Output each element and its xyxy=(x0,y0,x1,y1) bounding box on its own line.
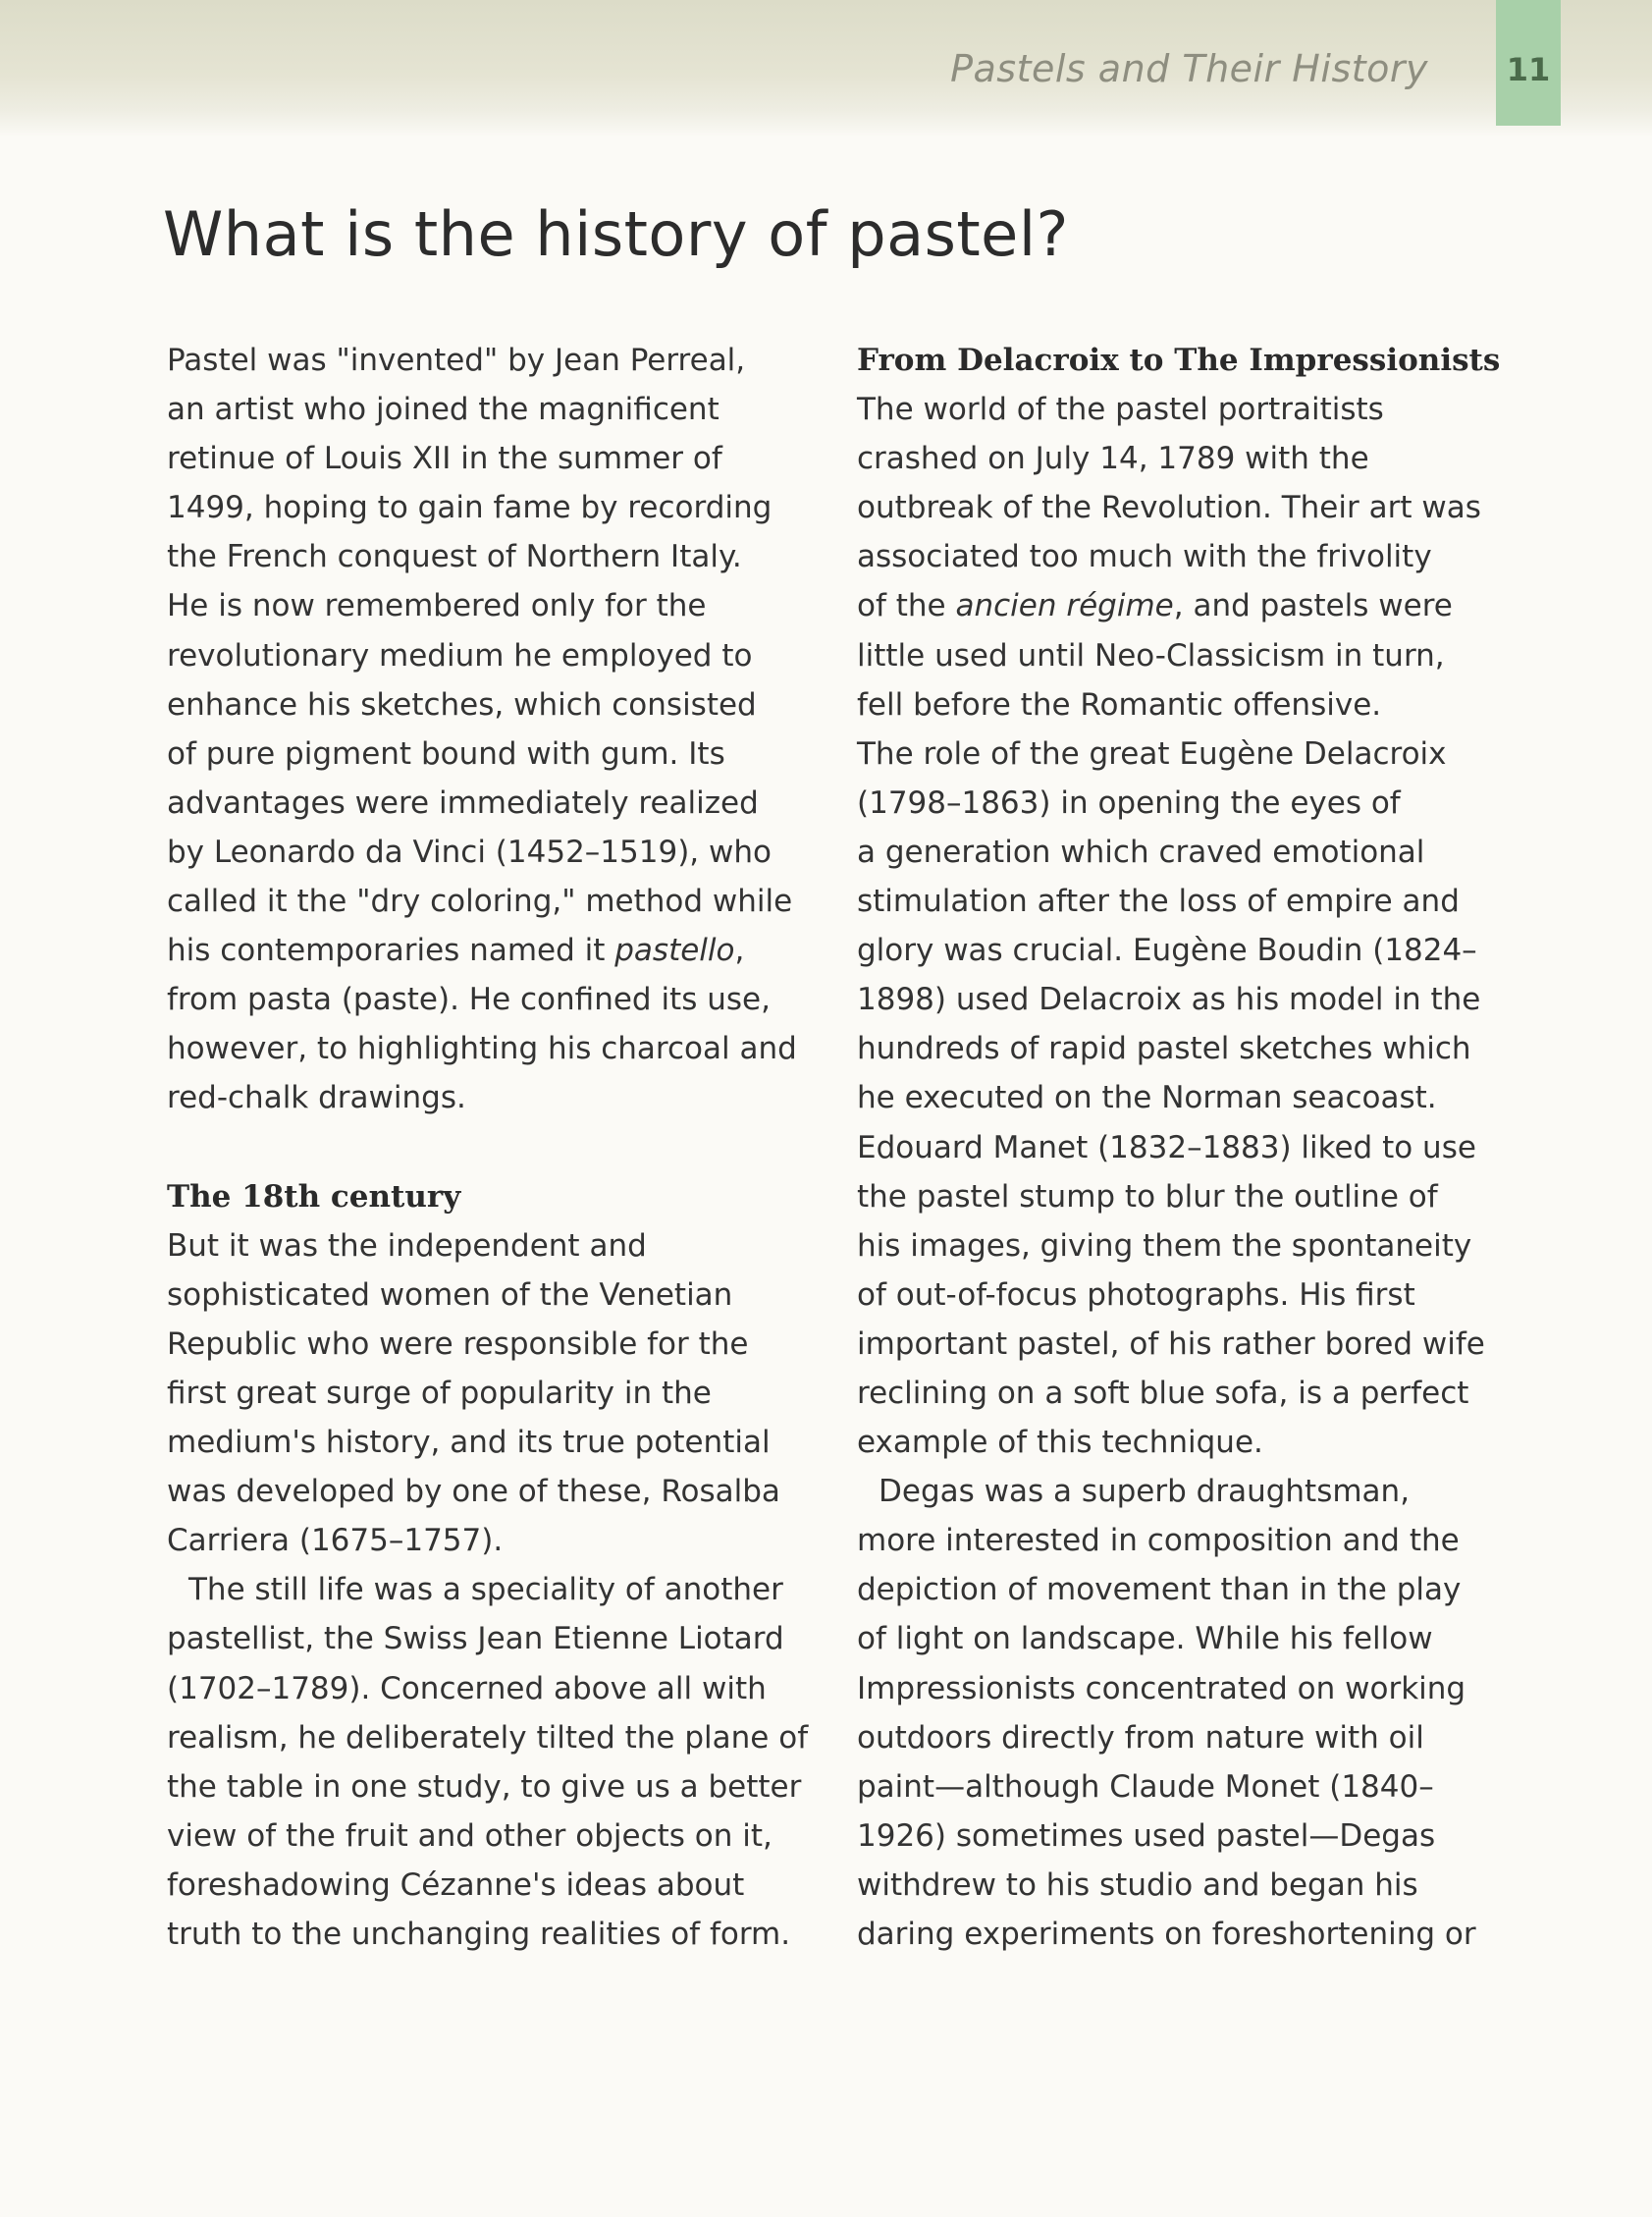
text-line: But it was the independent and xyxy=(167,1227,647,1264)
text-line: view of the fruit and other objects on it, xyxy=(167,1817,773,1854)
text-line: Impressionists concentrated on working xyxy=(857,1670,1466,1706)
text-line: of pure pigment bound with gum. Its xyxy=(167,735,725,772)
text-line: little used until Neo-Classicism in turn, xyxy=(857,637,1445,674)
text-line: stimulation after the loss of empire and xyxy=(857,884,1460,920)
text-line: withdrew to his studio and began his xyxy=(857,1866,1418,1903)
text-segment: his contemporaries named it xyxy=(167,933,606,969)
page-title: What is the history of pastel? xyxy=(163,198,1069,270)
text-line: reclining on a soft blue sofa, is a perfect xyxy=(857,1375,1469,1411)
text-line: he executed on the Norman seacoast. xyxy=(857,1080,1437,1116)
text-line: The world of the pastel portraitists xyxy=(857,392,1384,428)
text-line: advantages were immediately realized xyxy=(167,784,759,821)
text-line: fell before the Romantic offensive. xyxy=(857,686,1382,723)
text-line: (1702–1789). Concerned above all with xyxy=(167,1670,767,1706)
text-line: of out-of-focus photographs. His first xyxy=(857,1276,1415,1313)
page-number: 11 xyxy=(1506,51,1551,88)
text-line: 1898) used Delacroix as his model in the xyxy=(857,982,1481,1018)
text-segment: , xyxy=(734,933,745,969)
text-line: the pastel stump to blur the outline of xyxy=(857,1178,1438,1215)
right-column xyxy=(857,336,1510,1959)
paragraph-revolution xyxy=(857,385,1510,1467)
text-line: a generation which craved emotional xyxy=(857,834,1425,870)
text-line: was developed by one of these, Rosalba xyxy=(167,1474,780,1510)
text-line: from pasta (paste). He confined its use, xyxy=(167,982,771,1018)
text-line: revolutionary medium he employed to xyxy=(167,637,753,674)
text-line: The still life was a speciality of another xyxy=(188,1572,783,1608)
text-line: The role of the great Eugène Delacroix xyxy=(857,735,1447,772)
text-line: outbreak of the Revolution. Their art was xyxy=(857,490,1481,526)
text-segment: , and pastels were xyxy=(1173,588,1453,624)
text-line: by Leonardo da Vinci (1452–1519), who xyxy=(167,834,772,870)
paragraph-liotard xyxy=(167,1565,825,1959)
text-segment: of the xyxy=(857,588,946,624)
text-line: called it the "dry coloring," method while xyxy=(167,884,793,920)
text-line: important pastel, of his rather bored wife xyxy=(857,1325,1485,1362)
text-line: retinue of Louis XII in the summer of xyxy=(167,441,722,477)
text-line: realism, he deliberately tilted the plane of xyxy=(167,1719,809,1756)
text-line: He is now remembered only for the xyxy=(167,588,707,624)
section-heading-18th-century: The 18th century xyxy=(167,1178,461,1215)
text-line: depiction of movement than in the play xyxy=(857,1572,1462,1608)
text-line: medium's history, and its true potential xyxy=(167,1425,771,1461)
text-line: (1798–1863) in opening the eyes of xyxy=(857,784,1401,821)
text-line: more interested in composition and the xyxy=(857,1523,1460,1559)
text-line: first great surge of popularity in the xyxy=(167,1375,712,1411)
text-line: however, to highlighting his charcoal and xyxy=(167,1031,797,1067)
italic-term: pastello xyxy=(614,933,735,969)
text-line: sophisticated women of the Venetian xyxy=(167,1276,733,1313)
text-line: glory was crucial. Eugène Boudin (1824– xyxy=(857,933,1477,969)
paragraph-perreal xyxy=(167,336,825,1123)
text-line: daring experiments on foreshortening or xyxy=(857,1917,1476,1952)
section-heading-delacroix: From Delacroix to The Impressionists xyxy=(857,343,1501,378)
text-line: 1499, hoping to gain fame by recording xyxy=(167,490,773,526)
italic-term: ancien régime xyxy=(955,588,1174,624)
text-line: Pastel was "invented" by Jean Perreal, xyxy=(167,343,746,378)
text-line xyxy=(857,581,1510,630)
text-line: outdoors directly from nature with oil xyxy=(857,1719,1424,1756)
paragraph-degas xyxy=(857,1467,1510,1959)
text-line: Degas was a superb draughtsman, xyxy=(879,1474,1411,1510)
text-line: enhance his sketches, which consisted xyxy=(167,686,757,723)
text-line: his images, giving them the spontaneity xyxy=(857,1227,1472,1264)
text-line: truth to the unchanging realities of form. xyxy=(167,1917,791,1952)
text-line: associated too much with the frivolity xyxy=(857,539,1432,575)
text-line: example of this technique. xyxy=(857,1425,1263,1461)
text-line: Republic who were responsible for the xyxy=(167,1325,749,1362)
spacer xyxy=(167,1123,825,1172)
text-line: the French conquest of Northern Italy. xyxy=(167,539,742,575)
running-head: Pastels and Their History xyxy=(950,47,1428,90)
text-line: 1926) sometimes used pastel—Degas xyxy=(857,1817,1436,1854)
text-line: the table in one study, to give us a better xyxy=(167,1768,802,1805)
text-line: Edouard Manet (1832–1883) liked to use xyxy=(857,1129,1476,1165)
left-column xyxy=(167,336,825,1959)
page-number-tab xyxy=(1496,0,1561,126)
text-line: red-chalk drawings. xyxy=(167,1080,466,1116)
paragraph-venetian xyxy=(167,1221,825,1566)
text-line: hundreds of rapid pastel sketches which xyxy=(857,1031,1471,1067)
text-line xyxy=(167,926,825,975)
text-line: pastellist, the Swiss Jean Etienne Liotard xyxy=(167,1621,784,1657)
text-line: an artist who joined the magnificent xyxy=(167,392,719,428)
text-line: paint—although Claude Monet (1840– xyxy=(857,1768,1434,1805)
text-line: of light on landscape. While his fellow xyxy=(857,1621,1433,1657)
text-line: Carriera (1675–1757). xyxy=(167,1523,504,1559)
text-line: foreshadowing Cézanne's ideas about xyxy=(167,1866,745,1903)
text-line: crashed on July 14, 1789 with the xyxy=(857,441,1369,477)
